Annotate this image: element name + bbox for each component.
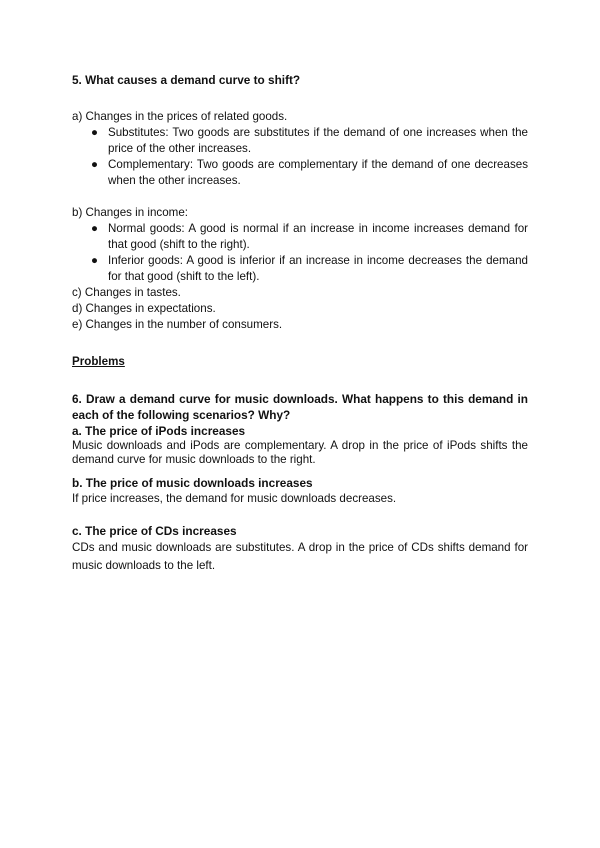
bullet-icon: ● — [91, 254, 99, 267]
bullet-substitutes-text: Substitutes: Two goods are substitutes if the demand of one increases when the price of the other increases. — [108, 126, 528, 155]
part-c-answer: CDs and music downloads are substitutes. A drop in the price of CDs shifts demand for music downloads to the left. — [72, 541, 528, 572]
part-c-heading: c. The price of CDs increases — [72, 524, 237, 538]
item-d: d) Changes in expectations. — [72, 302, 216, 315]
bullet-icon: ● — [91, 222, 99, 235]
section-5-heading: 5. What causes a demand curve to shift? — [72, 73, 301, 87]
bullet-inferior-goods-text: Inferior goods: A good is inferior if an increase in income decreases the demand for that good (shift to the left). — [108, 254, 528, 283]
part-a-heading: a. The price of iPods increases — [72, 424, 246, 438]
bullet-icon: ● — [91, 158, 99, 171]
item-a-bullets — [72, 125, 528, 189]
part-b-answer: If price increases, the demand for music downloads decreases. — [72, 492, 397, 505]
item-c: c) Changes in tastes. — [72, 286, 181, 299]
item-a-label: a) Changes in the prices of related goods. — [72, 110, 288, 123]
problems-heading: Problems — [72, 355, 125, 368]
bullet-icon: ● — [91, 126, 99, 139]
part-b-heading: b. The price of music downloads increases — [72, 476, 313, 490]
item-e: e) Changes in the number of consumers. — [72, 318, 283, 331]
bullet-normal-goods-text: Normal goods: A good is normal if an increase in income increases demand for that good (shift to the right). — [108, 222, 528, 251]
item-b-bullets — [72, 221, 528, 285]
bullet-normal-goods — [72, 221, 528, 253]
question-6-heading: 6. Draw a demand curve for music downloads. What happens to this demand in each of the following scenarios? Why? — [72, 392, 528, 422]
bullet-inferior-goods — [72, 253, 528, 285]
bullet-complementary — [72, 157, 528, 189]
bullet-complementary-text: Complementary: Two goods are complementary if the demand of one decreases when the other increases. — [108, 158, 528, 187]
part-a-answer: Music downloads and iPods are complementary. A drop in the price of iPods shifts the demand curve for music downloads to the right. — [72, 439, 528, 466]
document-page — [72, 72, 528, 575]
bullet-substitutes — [72, 125, 528, 157]
item-b-label: b) Changes in income: — [72, 206, 188, 219]
